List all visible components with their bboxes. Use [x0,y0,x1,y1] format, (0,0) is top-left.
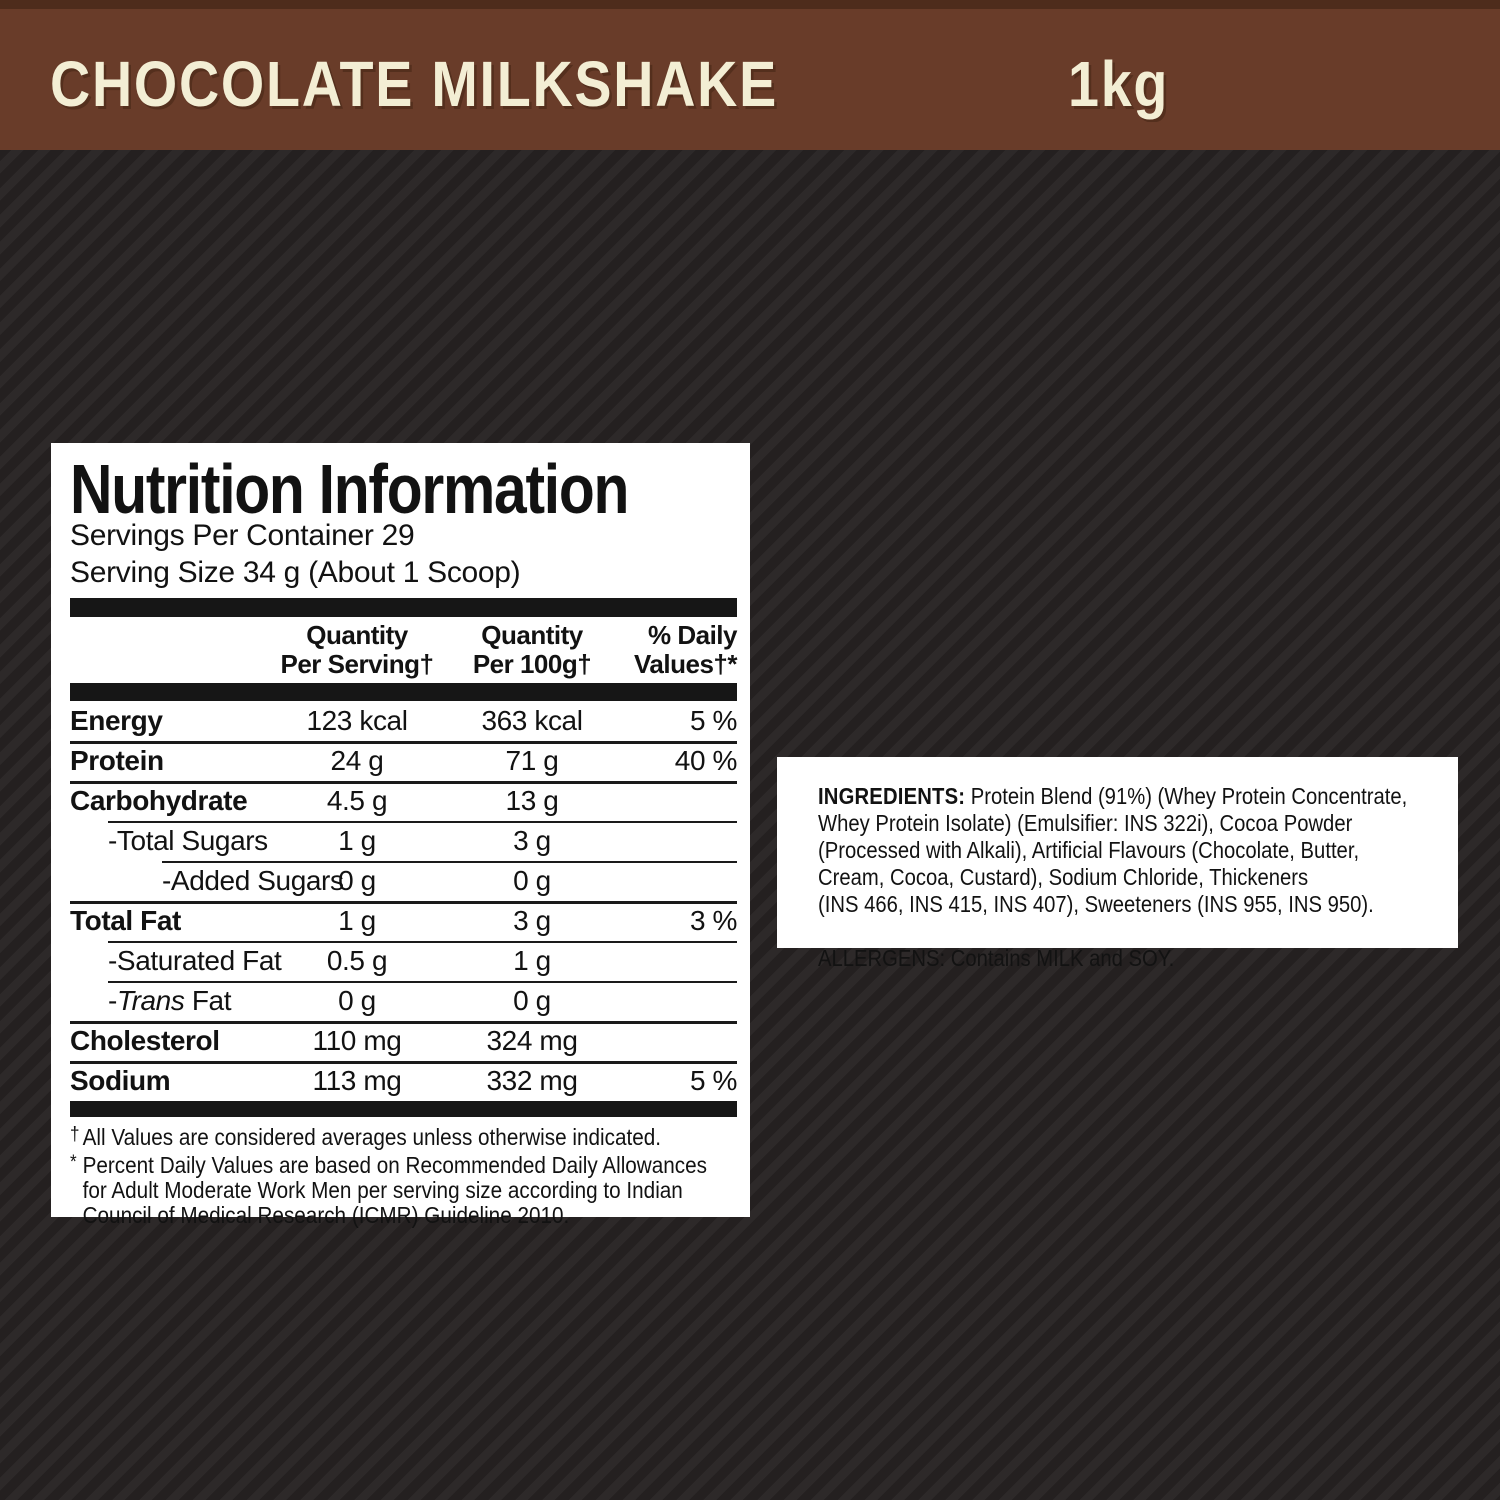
divider-bar-bottom [70,1101,737,1117]
row-serving-value: 123 kcal [306,705,408,736]
row-per100-value: 1 g [513,945,551,976]
footnote-marker: † [70,1124,80,1145]
row-separator [70,781,737,784]
row-per100-value: 13 g [505,785,559,816]
row-label: Carbohydrate [70,785,248,816]
row-separator [70,901,737,904]
row-per100-value: 3 g [513,825,551,856]
footnotes [70,1122,737,1228]
nutrition-title: Nutrition Information [70,450,629,528]
row-label: -Total Sugars [108,825,268,856]
row-daily-value: 5 % [689,1065,737,1096]
footnote-line: † All Values are considered averages unless otherwise indicated. [70,1124,662,1150]
servings-per-container: Servings Per Container 29 [70,519,415,552]
row-per100-value: 0 g [513,865,551,896]
divider-bar-header [70,683,737,701]
ingredients-text [818,783,1458,918]
row-per100-value: 363 kcal [481,705,583,736]
column-header-per-serving: Quantity Per Serving† [280,620,434,679]
column-spacer [70,621,272,679]
footnote-line: for Adult Moderate Work Men per serving size according to Indian [82,1177,683,1203]
divider-bar-top [70,598,737,617]
row-daily-value: 40 % [674,745,737,776]
row-serving-value: 24 g [330,745,384,776]
row-daily-value: 5 % [689,705,737,736]
footnote-marker: * [70,1152,77,1173]
row-serving-value: 110 mg [312,1025,402,1056]
ingredients-line: (Processed with Alkali), Artificial Flavours (Chocolate, Butter, [818,837,1360,863]
row-serving-value: 0.5 g [326,945,388,976]
ingredients-line: Cream, Cocoa, Custard), Sodium Chloride, Thickeners [818,864,1309,890]
row-label: Protein [70,745,164,776]
row-per100-value: 71 g [505,745,559,776]
ingredients-line: Whey Protein Isolate) (Emulsifier: INS 322i), Cocoa Powder [818,810,1353,836]
nutrition-panel [51,443,750,1228]
row-separator [108,941,737,943]
column-header-daily-values: % Daily Values†* [634,620,737,679]
table-row [70,981,737,1021]
table-row [70,781,737,821]
row-label: Sodium [70,1065,171,1096]
row-daily-value: 3 % [689,905,737,936]
footnote-line: * Percent Daily Values are based on Recommended Daily Allowances [70,1152,708,1178]
row-per100-value: 332 mg [486,1065,578,1096]
ingredients-box [777,757,1458,971]
ingredients-line: (INS 466, INS 415, INS 407), Sweeteners (INS 955, INS 950). [818,891,1374,917]
table-column-headers [70,617,737,683]
row-label: Energy [70,705,163,736]
table-row [70,1021,737,1061]
table-row [70,741,737,781]
row-separator [70,1061,737,1064]
row-separator [162,861,737,863]
footnote-line: Council of Medical Research (ICMR) Guideline 2010. [82,1202,570,1228]
row-serving-value: 0 g [338,985,376,1016]
column-header-per-100g: Quantity Per 100g† [472,620,592,679]
table-row [70,821,737,861]
table-row [70,941,737,981]
row-per100-value: 0 g [513,985,551,1016]
row-serving-value: 1 g [338,825,376,856]
row-separator [108,821,737,823]
row-label: -Trans Fat [108,985,232,1016]
header-bar [0,0,1500,150]
table-row [70,701,737,741]
row-label: -Added Sugars [162,865,344,896]
allergens-text: ALLERGENS: Contains MILK and SOY. [818,945,1175,971]
product-name: CHOCOLATE MILKSHAKE [50,48,778,120]
serving-size: Serving Size 34 g (About 1 Scoop) [70,556,521,589]
row-label: -Saturated Fat [108,945,282,976]
table-row [70,861,737,901]
row-label: Total Fat [70,905,181,936]
table-row [70,1061,737,1101]
ingredients-line: INGREDIENTS: Protein Blend (91%) (Whey Protein Concentrate, [818,783,1408,809]
row-serving-value: 113 mg [312,1065,402,1096]
row-separator [70,1021,737,1024]
row-label: Cholesterol [70,1025,220,1056]
row-serving-value: 4.5 g [326,785,388,816]
row-separator [70,741,737,744]
table-row [70,901,737,941]
net-weight: 1kg [1068,48,1170,120]
nutrition-table [70,701,737,1101]
row-separator [108,981,737,983]
row-per100-value: 324 mg [486,1025,578,1056]
row-per100-value: 3 g [513,905,551,936]
row-serving-value: 1 g [338,905,376,936]
row-serving-value: 0 g [338,865,376,896]
